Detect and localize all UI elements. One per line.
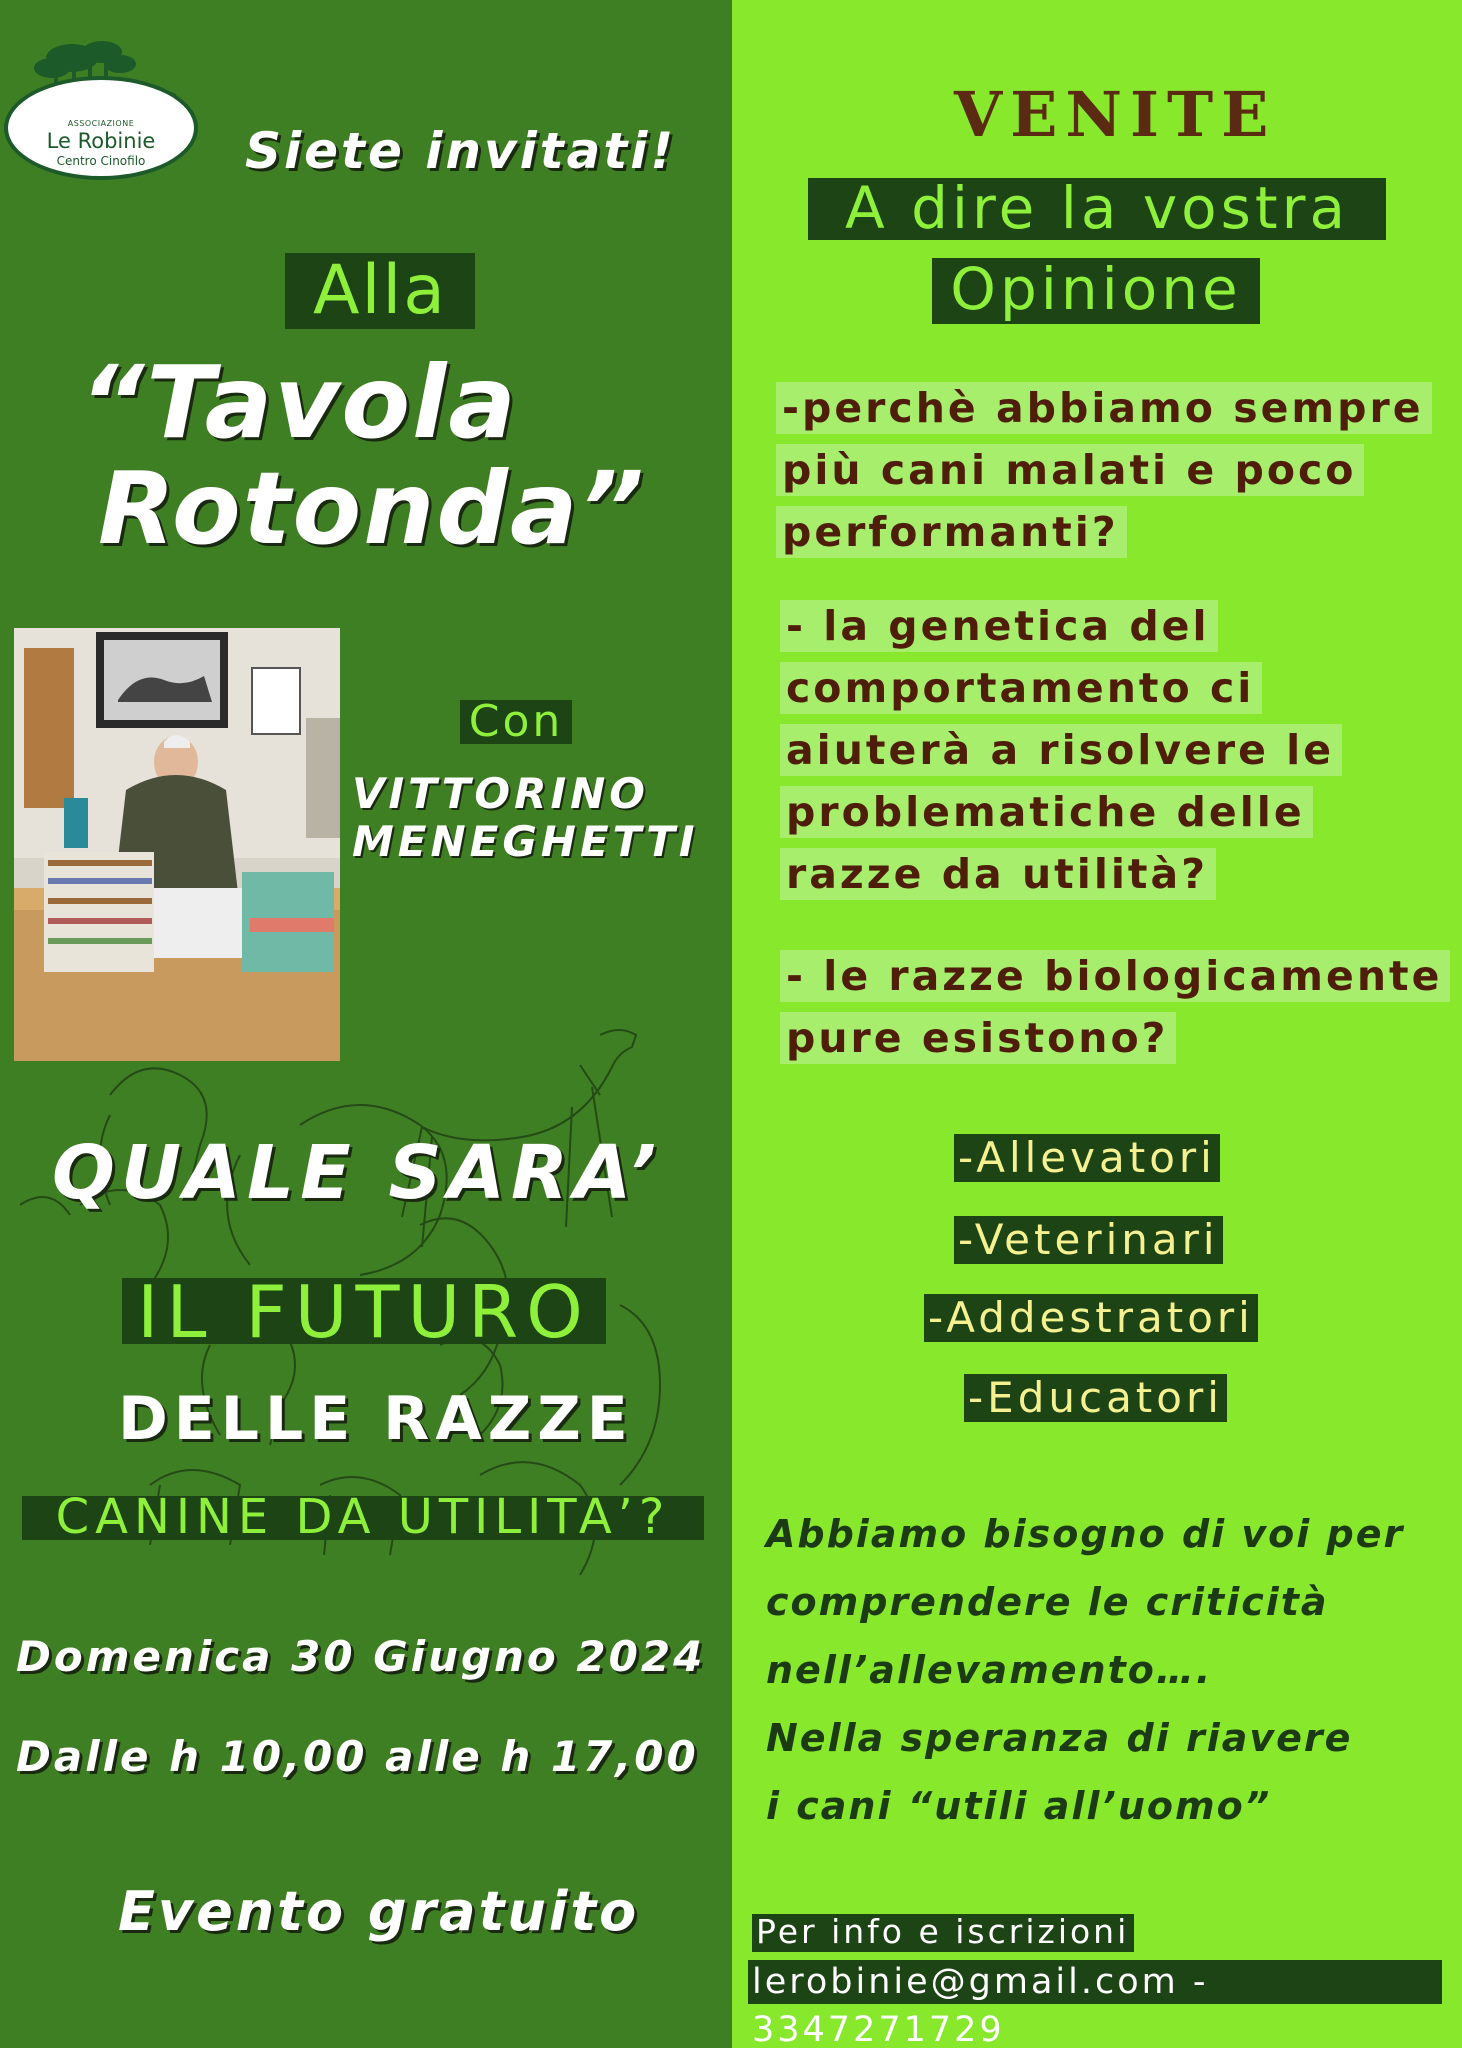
dire-text: A dire la vostra [845, 174, 1349, 242]
question-block-2 [780, 600, 1342, 910]
question-2-line: comportamento ci [780, 662, 1262, 714]
speaker-last-name: MENEGHETTI [352, 817, 699, 866]
event-free-label: Evento gratuito [118, 1880, 640, 1943]
question-block-3 [780, 950, 1450, 1074]
role-veterinari: -Veterinari [954, 1216, 1223, 1264]
question-2-line: problematiche delle [780, 786, 1313, 838]
question-1-line: -perchè abbiamo sempre [776, 382, 1432, 434]
opinione-text: Opinione [950, 255, 1242, 323]
logo-name: Le Robinie [46, 129, 156, 153]
role-addestratori: -Addestratori [924, 1294, 1258, 1342]
speaker-first-name: VITTORINO [352, 769, 649, 818]
appeal-line: Nella speranza di riavere [766, 1716, 1353, 1760]
speaker-photo-illustration [14, 628, 340, 1061]
question-line1: QUALE SARA’ [52, 1130, 663, 1216]
appeal-line: Abbiamo bisogno di voi per [766, 1512, 1405, 1556]
appeal-line: i cani “utili all’uomo” [766, 1784, 1272, 1828]
question-3-line: pure esistono? [780, 1012, 1176, 1064]
invitation-heading: Siete invitati! [245, 122, 677, 180]
appeal-paragraph [766, 1500, 1404, 1840]
role-allevatori: -Allevatori [954, 1134, 1220, 1182]
contact-email-phone[interactable]: lerobinie@gmail.com - 3347271729 [752, 1962, 1209, 2050]
question-line2: IL FUTURO [137, 1270, 591, 1354]
question-line4: CANINE DA UTILITA’? [55, 1489, 671, 1545]
logo-subtitle: Centro Cinofilo [56, 154, 146, 168]
question-2-line: - la genetica del [780, 600, 1218, 652]
question-1-line: performanti? [776, 506, 1127, 558]
logo-association-label: ASSOCIAZIONE [67, 119, 135, 128]
venite-heading: VENITE [954, 78, 1277, 151]
question-2-line: razze da utilità? [780, 848, 1216, 900]
question-1-line: più cani malati e poco [776, 444, 1364, 496]
speaker-photo [14, 628, 340, 1061]
association-logo [2, 40, 200, 180]
alla-text: Alla [313, 251, 447, 330]
event-hours: Dalle h 10,00 alle h 17,00 [16, 1732, 699, 1781]
event-date: Domenica 30 Giugno 2024 [16, 1632, 706, 1681]
appeal-line: nell’allevamento…. [766, 1648, 1213, 1692]
question-3-line: - le razze biologicamente [780, 950, 1450, 1002]
role-educatori: -Educatori [964, 1374, 1227, 1422]
appeal-line: comprendere le criticità [766, 1580, 1329, 1624]
info-label: Per info e iscrizioni [756, 1912, 1130, 1951]
question-line3: DELLE RAZZE [118, 1384, 634, 1454]
question-block-1 [776, 382, 1432, 568]
con-label: Con [468, 696, 564, 747]
question-2-line: aiuterà a risolvere le [780, 724, 1342, 776]
event-title-line1: “Tavola [80, 344, 518, 461]
event-title-line2: Rotonda” [98, 450, 646, 567]
